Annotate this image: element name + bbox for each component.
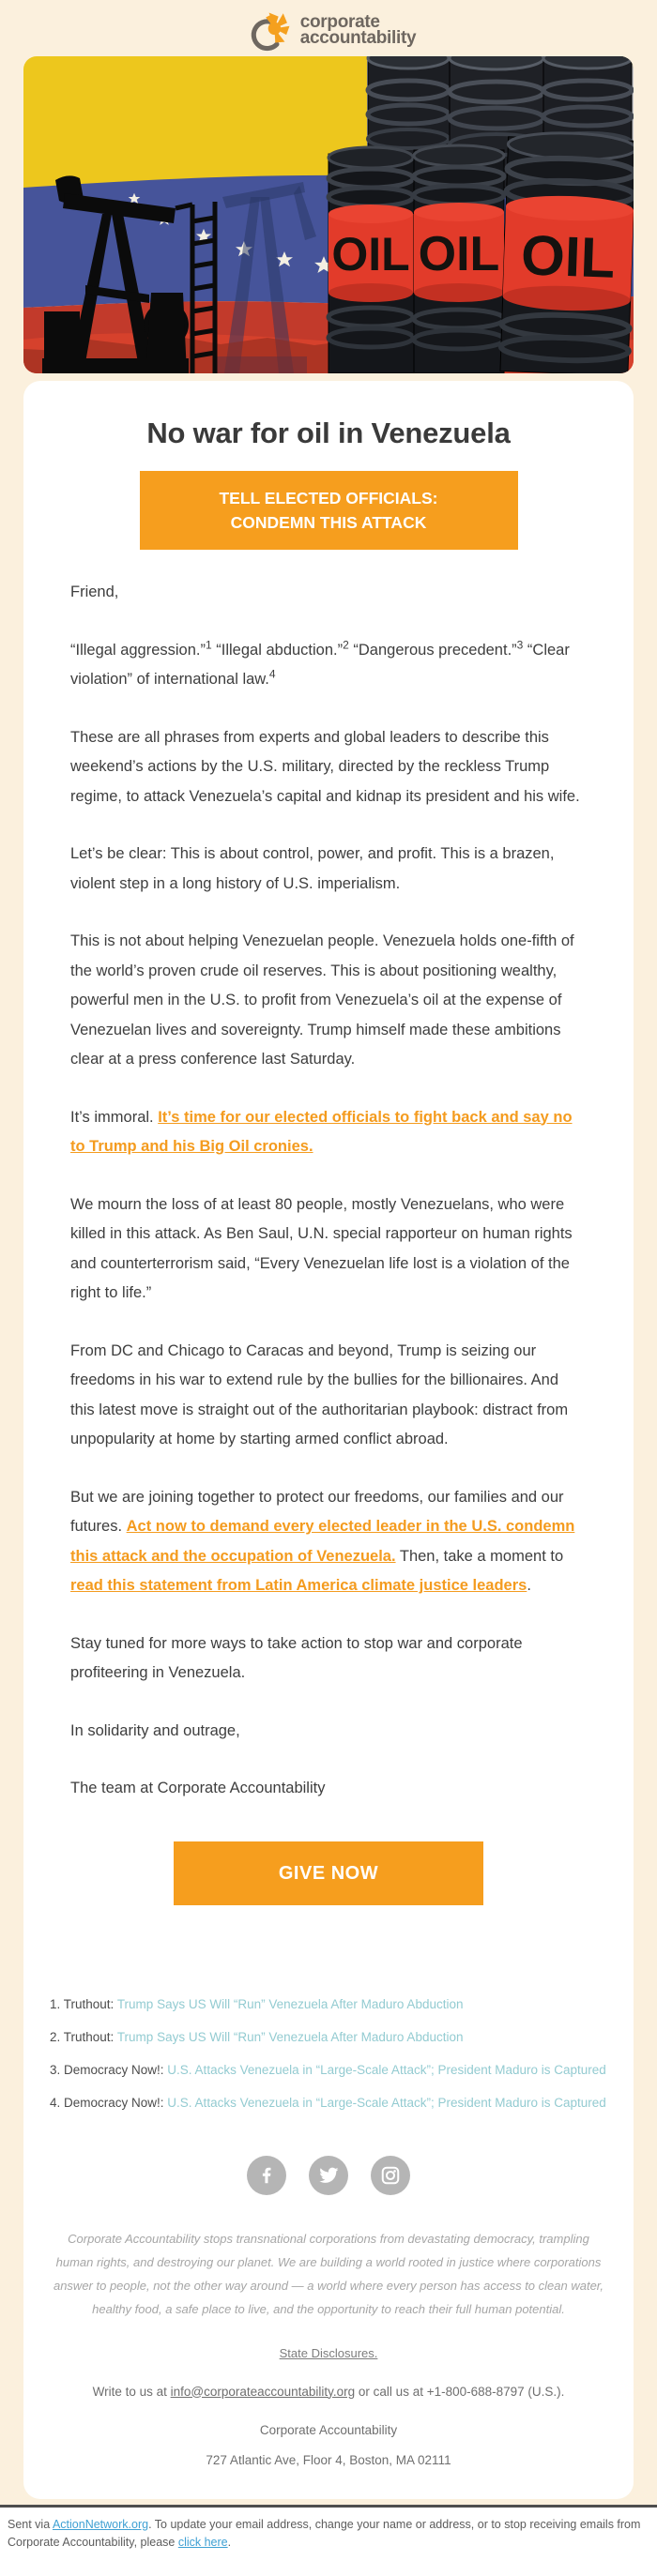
logo-wordmark [300,14,417,46]
footnote-source: 2. Truthout: [50,2029,117,2044]
text-segment: From DC and Chicago to Caracas and beyond, Trump is seizing our freedoms in his war to extend rule by the bullies for the billionaires. And this latest move is straight out of the authoritarian playbook: distract from unpopularity at home by starting armed conflict abroad. [70,1341,569,1447]
give-now-button[interactable]: GIVE NOW [174,1841,483,1905]
organization-name: Corporate Accountability [259,2422,398,2437]
text-segment: Let’s be clear: This is about control, power, and profit. This is a brazen, violent step in a long history of U.S. imperialism. [70,845,555,892]
logo-line2: accountability [299,28,417,48]
inline-link[interactable]: info@corporateaccountability.org [170,2384,356,2399]
text-segment: It’s immoral. [70,1108,159,1126]
text-segment: “Illegal abduction.” [211,641,344,659]
inline-link[interactable]: ActionNetwork.org [52,2517,149,2531]
page-title: No war for oil in Venezuela [146,417,511,449]
corporate-accountability-logo-icon [241,8,292,53]
state-disclosures-link[interactable]: State Disclosures. [279,2345,378,2360]
text-segment: Then, take a moment to [395,1547,564,1565]
footnote [50,2094,607,2113]
text-segment: Write to us at [92,2384,171,2399]
oil-barrel-1 [328,147,414,373]
text-segment: In solidarity and outrage, [70,1721,240,1739]
text-segment: We mourn the loss of at least 80 people, mostly Venezuelans, who were killed in this attack. As Ben Saul, U.N. special rapporteur on human rights and counterterrorism said, “Every Venezuelan life lost is a violation of the right to life.” [70,1195,573,1301]
footnote-ref: 2 [343,638,349,651]
paragraph [70,1337,587,1455]
text-segment: . To update your email address, change your name or address, or to stop receiving emails from Corporate Accountability, please [8,2517,641,2549]
cta-line2: CONDEMN THIS ATTACK [230,513,427,532]
inline-link[interactable]: read this statement from Latin America climate justice leaders [70,1577,527,1594]
footnote-link[interactable]: Trump Says US Will “Run” Venezuela After Maduro Abduction [116,1996,464,2011]
oil-label: OIL [520,223,617,290]
paragraph [70,636,587,695]
facebook-icon[interactable] [247,2156,286,2195]
unsubscribe-bar [0,2508,657,2576]
footnote-link[interactable]: U.S. Attacks Venezuela in “Large-Scale Attack”; President Maduro is Captured [167,2062,606,2077]
footnote-ref: 4 [268,667,276,681]
footnote-link[interactable]: Trump Says US Will “Run” Venezuela After Maduro Abduction [116,2029,464,2044]
text-segment: . [527,1577,531,1594]
logo-line1: corporate [299,12,380,32]
paragraph [70,1717,587,1747]
inline-link[interactable]: click here [177,2535,228,2549]
paragraph [70,840,587,899]
footnote-source: 1. Truthout: [50,1996,117,2011]
organization-address: 727 Atlantic Ave, Floor 4, Boston, MA 02111 [206,2453,451,2467]
text-segment: Stay tuned for more ways to take action to stop war and corporate profiteering in Venezuela. [70,1634,523,1681]
paragraph [70,723,587,812]
footnote [50,2061,607,2080]
text-segment: Friend, [70,583,119,600]
twitter-icon[interactable] [309,2156,348,2195]
footnote-link[interactable]: U.S. Attacks Venezuela in “Large-Scale Attack”; President Maduro is Captured [167,2095,606,2110]
footnote-source: 3. Democracy Now!: [50,2062,168,2077]
oil-barrel-3 [500,131,634,373]
oil-barrel-2 [414,145,504,373]
text-segment: This is not about helping Venezuelan people. Venezuela holds one-fifth of the world’s proven crude oil reserves. This is about positioning wealthy, powerful men in the U.S. to profit from Venezuela’s oil at the expense of Venezuelan lives and sovereignty. Trump himself made these ambitions clear at a press conference last Saturday. [70,932,574,1068]
oil-label: OIL [331,228,410,280]
footnote-ref: 3 [516,638,524,651]
text-segment: These are all phrases from experts and global leaders to describe this weekend’s actions by the U.S. military, directed by the reckless Trump regime, to attack Venezuela’s capital and kidnap its president and his wife. [70,728,580,805]
text-segment: “Illegal aggression.” [70,641,206,659]
inline-link[interactable]: It’s time for our elected officials to fight back and say no to Trump and his Big Oil cronies. [70,1108,573,1155]
oil-label: OIL [418,227,500,281]
cta-line1: TELL ELECTED OFFICIALS: [219,489,438,508]
footnote-ref: 1 [206,638,212,651]
footnote [50,2028,607,2047]
social-links [23,2156,634,2195]
tell-elected-officials-button[interactable] [140,471,518,550]
paragraph [70,927,587,1075]
contact-line [23,2385,634,2399]
paragraph [70,1629,587,1689]
text-segment: “Clear violation” of international law. [70,641,570,688]
oil-barrels-front-row [328,131,634,373]
header [0,0,657,56]
body-copy [23,578,634,1804]
inline-link[interactable]: Act now to demand every elected leader in the U.S. condemn this attack and the occupation of Venezuela. [70,1518,575,1565]
text-segment: The team at Corporate Accountability [70,1780,326,1796]
paragraph [70,1483,587,1601]
state-disclosures-row [23,2345,634,2362]
text-segment: . [227,2535,232,2549]
text-segment: or call us at +1-800-688-8797 (U.S.). [355,2384,565,2399]
footnotes [23,1995,634,2113]
paragraph [70,1103,587,1162]
footnote [50,1995,607,2014]
email-body-card [23,381,634,2499]
paragraph [70,1774,587,1804]
footnote-source: 4. Democracy Now!: [50,2095,168,2110]
paragraph [70,1190,587,1309]
text-segment: “Dangerous precedent.” [348,641,517,659]
instagram-icon[interactable] [371,2156,410,2195]
text-segment: Sent via [8,2517,53,2531]
text-segment: But we are joining together to protect our freedoms, our families and our futures. [70,1488,564,1535]
mission-statement: Corporate Accountability stops transnational corporations from devastating democracy, trampling human rights, and destroying our planet. We are building a world rooted in justice where corporations answer to people, not the other way around — a world where every person has access to clean water, healthy food, a safe place to live, and the opportunity to reach their full human potential. [53,2231,604,2316]
hero-image [23,56,634,373]
paragraph [70,578,587,608]
